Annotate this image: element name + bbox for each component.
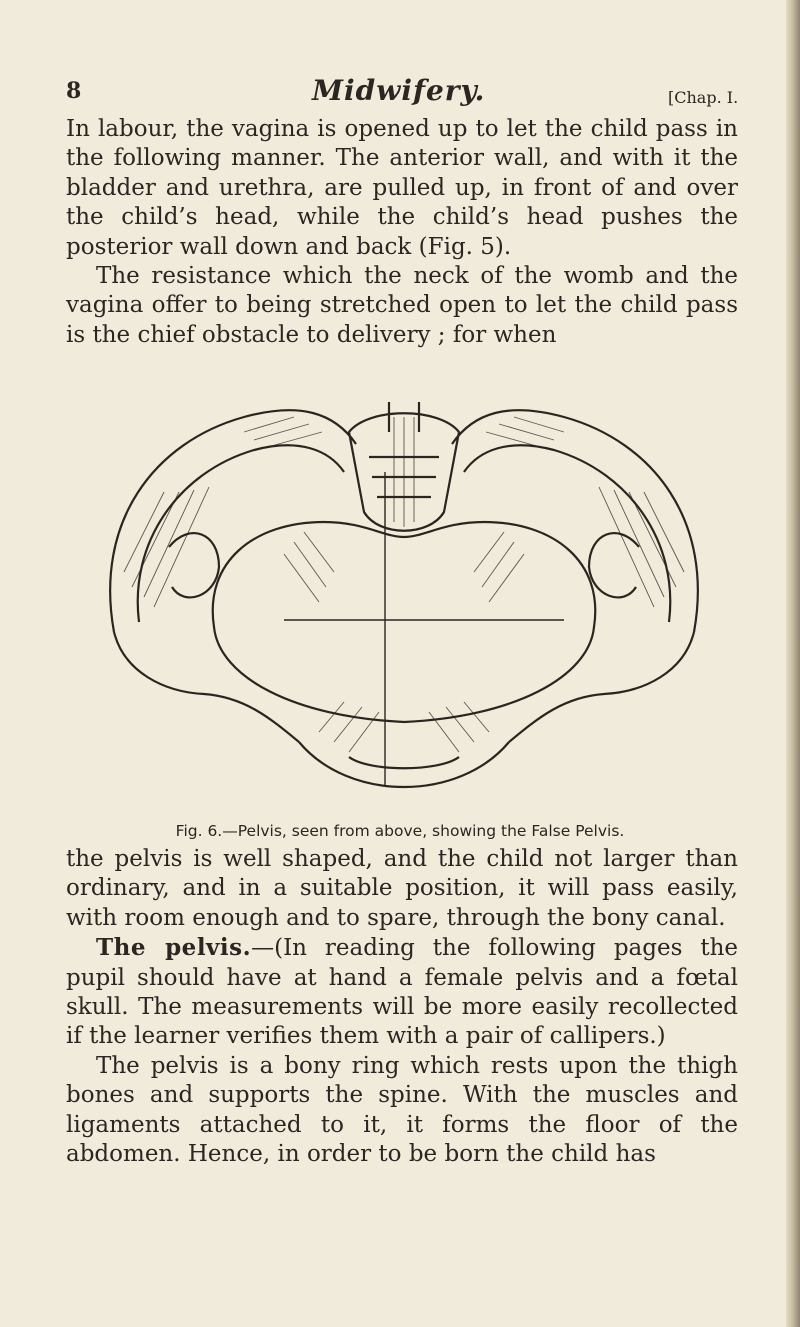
page-edge-shadow [786,0,800,1327]
running-header [0,74,800,114]
paragraph-bony-canal: the pelvis is well shaped, and the child not larger than ordinary, and in a suitable position, it will pass easily, with room enough and to spare, through the bony canal. [66,846,738,931]
text-block-top [66,115,738,350]
paragraph-labour: In labour, the vagina is opened up to let the child pass in the following manner. The anterior wall, and with it the bladder and urethra, are pulled up, in front of and over the child’s head, while the child’s head pushes the posterior wall down and back (Fig. 5). [66,116,738,260]
running-title: Midwifery. [312,74,486,107]
paragraph-bony-ring: The pelvis is a bony ring which rests upon the thigh bones and supports the spine. With the muscles and ligaments attached to it, it forms the floor of the abdomen. Hence, in order to be born the child has [66,1052,738,1168]
page-number: 8 [66,78,82,104]
figure-caption: Fig. 6.—Pelvis, seen from above, showing the False Pelvis. [175,822,625,840]
paragraph-resistance: The resistance which the neck of the womb and the vagina offer to being stretched open to let the child pass is the chief obstacle to delivery ; for when [66,263,738,348]
paragraph-the-pelvis-text: —(In reading the following pages the pupil should have at hand a female pelvis and a fœtal skull. The measurements will be more easily recollected if the learner verifies them with a pair of callipers.) [66,935,739,1050]
chapter-label: [Chap. I. [668,88,739,107]
paragraph-the-pelvis [66,933,738,1052]
text-block-bottom [66,845,738,1169]
pelvis-illustration [94,372,714,807]
section-heading-pelvis: The pelvis. [96,934,252,962]
